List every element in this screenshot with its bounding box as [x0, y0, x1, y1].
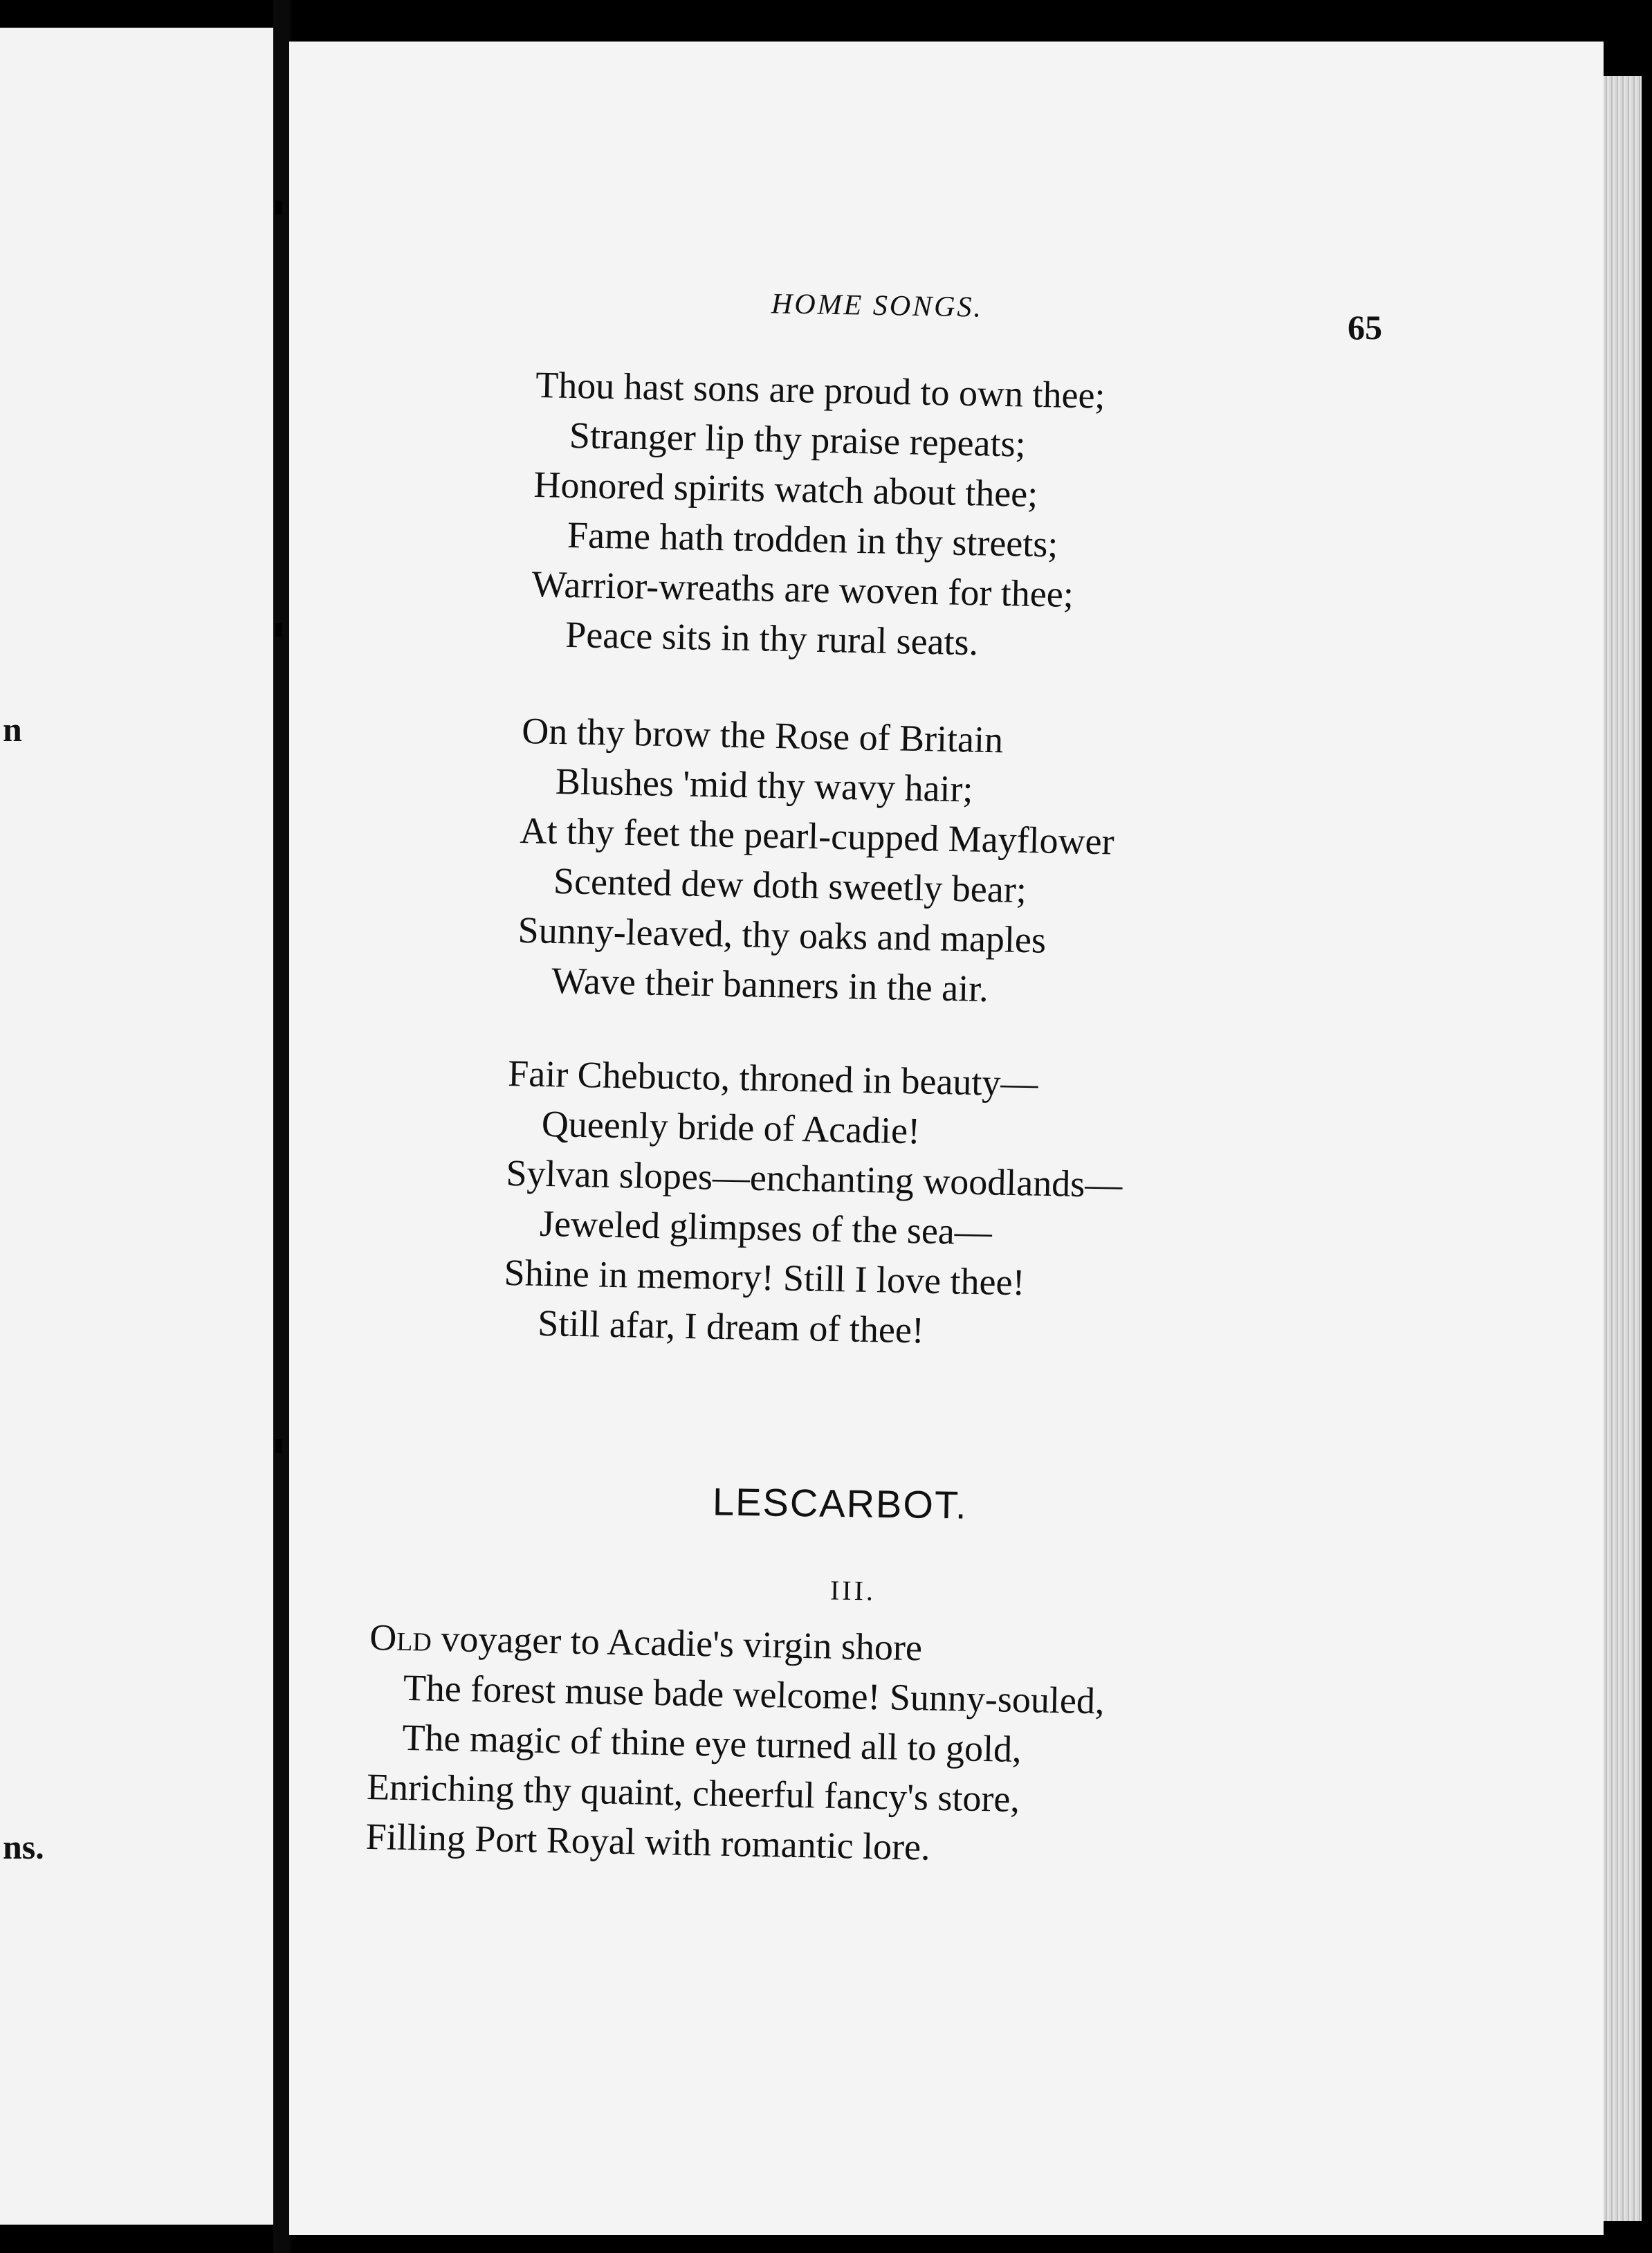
verse-line: Fame hath trodden in thy streets; [567, 513, 1058, 565]
running-head: HOME SONGS. [771, 288, 984, 324]
stanza-2 [517, 706, 1117, 1016]
verse-line: Sylvan slopes—enchanting woodlands— [505, 1151, 1123, 1206]
verse-line: Sunny-leaved, thy oaks and maples [517, 909, 1047, 961]
page-edge [1604, 76, 1642, 2221]
verse-line: Enriching thy quaint, cheerful fancy's store, [366, 1765, 1020, 1821]
verse-line: Still afar, I dream of thee! [537, 1302, 925, 1351]
verse-line: Stranger lip thy praise repeats; [569, 414, 1027, 465]
verse-line: The magic of thine eye turned all to gold, [401, 1716, 1022, 1771]
left-page-fragment: n [3, 710, 22, 749]
stanza-1 [531, 360, 1105, 670]
verse-line: Wave their banners in the air. [551, 959, 989, 1010]
section-title: LESCARBOT. [712, 1479, 968, 1527]
sonnet-excerpt [365, 1612, 1105, 1875]
left-page-fragment: ns. [3, 1827, 44, 1866]
verse-line: The forest muse bade welcome! Sunny-souled, [403, 1666, 1105, 1722]
verse-line: Blushes 'mid thy wavy hair; [555, 760, 974, 810]
verse-line: Queenly bride of Acadie! [541, 1102, 921, 1152]
verse-line: Warrior-wreaths are woven for thee; [531, 563, 1074, 615]
verse-line: Shine in memory! Still I love thee! [504, 1251, 1026, 1304]
verse-line: Peace sits in thy rural seats. [565, 613, 979, 664]
verse-line: Thou hast sons are proud to own thee; [535, 363, 1106, 417]
verse-line: Honored spirits watch about thee; [533, 463, 1038, 515]
verse-line: Filling Port Royal with romantic lore. [365, 1815, 931, 1868]
section-number: III. [829, 1574, 877, 1607]
left-page [0, 28, 273, 2225]
verse-line-rest: voyager to Acadie's virgin shore [431, 1617, 923, 1669]
binding-mark [275, 201, 282, 215]
drop-word: Old [369, 1616, 432, 1659]
book-gutter [273, 0, 291, 2253]
stanza-3 [503, 1048, 1125, 1359]
verse-line: On thy brow the Rose of Britain [521, 709, 1004, 761]
verse-line: At thy feet the pearl-cupped Mayflower [519, 809, 1115, 863]
verse-line: Scented dew doth sweetly bear; [553, 859, 1027, 911]
verse-line: Fair Chebucto, throned in beauty— [507, 1052, 1039, 1104]
verse-line: Jeweled glimpses of the sea— [539, 1202, 993, 1253]
binding-mark [275, 1439, 282, 1453]
page-number: 65 [1348, 308, 1382, 347]
binding-mark [275, 623, 282, 637]
